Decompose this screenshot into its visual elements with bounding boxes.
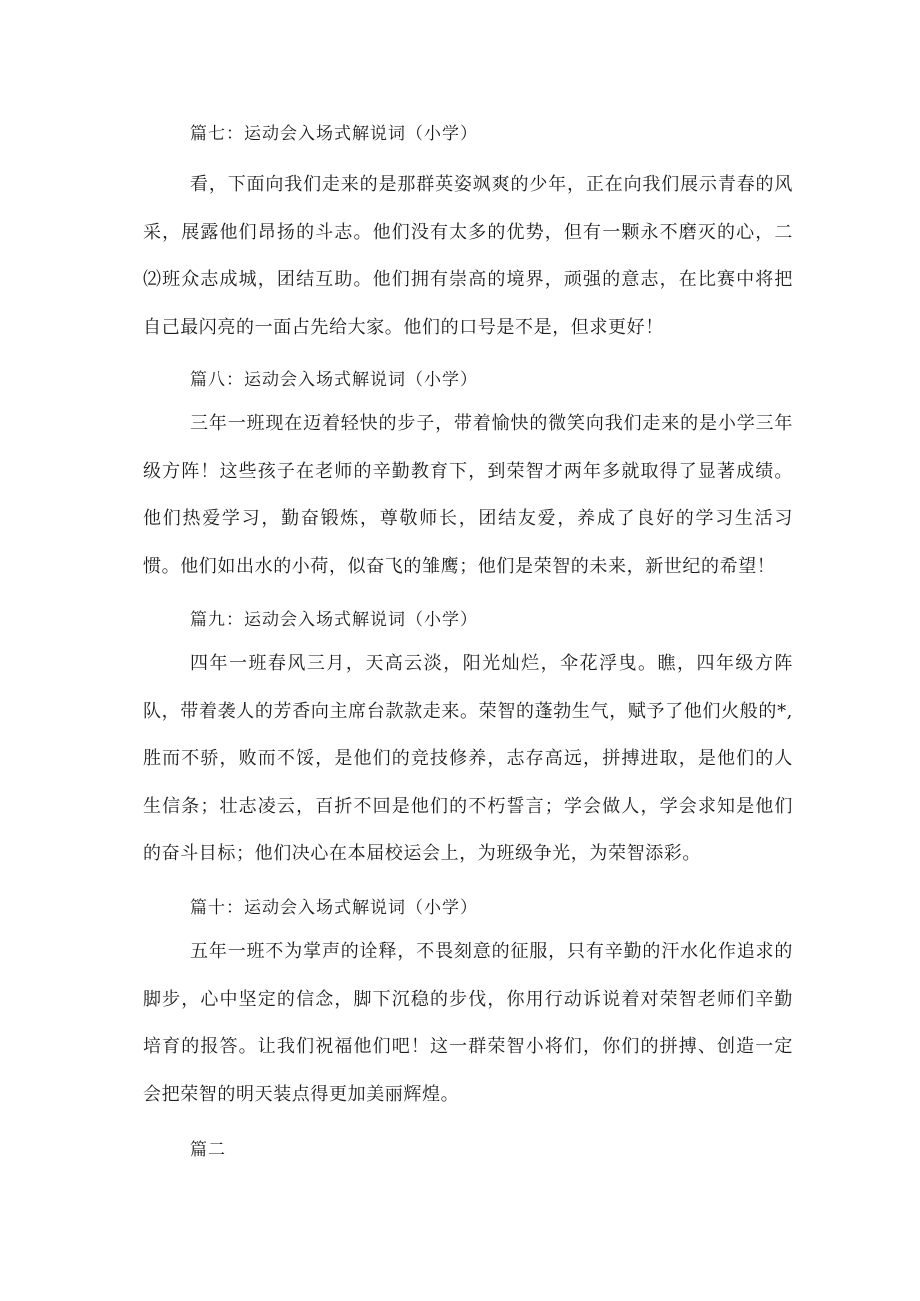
section-body-7: 看，下面向我们走来的是那群英姿飒爽的少年，正在向我们展示青春的风采，展露他们昂扬的斗志。他们没有太多的优势，但有一颗永不磨灭的心，二⑵班众志成城，团结互助。他们拥有崇高的境界，顽强的意志，在比赛中将把自己最闪亮的一面占先给大家。他们的口号是不是，但求更好！ — [143, 174, 793, 338]
section-heading-9: 篇九：运动会入场式解说词（小学） — [190, 610, 478, 630]
section-heading-2: 篇二 — [190, 1140, 226, 1160]
section-body-10: 五年一班不为掌声的诠释，不畏刻意的征服，只有辛勤的汗水化作追求的脚步，心中坚定的信念，脚下沉稳的步伐，你用行动诉说着对荣智老师们辛勤培育的报答。让我们祝福他们吧！这一群荣智小将们，你们的拼搏、创造一定会把荣智的明天装点得更加美丽辉煌。 — [143, 941, 793, 1105]
section-body-9: 四年一班春风三月，天高云淡，阳光灿烂，伞花浮曳。瞧，四年级方阵队，带着袭人的芳香向主席台款款走来。荣智的蓬勃生气，赋予了他们火般的*,胜而不骄，败而不馁，是他们的竞技修养，志存高远，拼搏进取，是他们的人生信条；壮志凌云，百折不回是他们的不朽誓言；学会做人，学会求知是他们的奋斗目标；他们决心在本届校运会上，为班级争光，为荣智添彩。 — [143, 653, 793, 865]
section-heading-7: 篇七：运动会入场式解说词（小学） — [190, 124, 478, 144]
section-heading-8: 篇八：运动会入场式解说词（小学） — [190, 370, 478, 390]
section-body-8: 三年一班现在迈着轻快的步子，带着愉快的微笑向我们走来的是小学三年级方阵！这些孩子在老师的辛勤教育下，到荣智才两年多就取得了显著成绩。他们热爱学习，勤奋锻炼，尊敬师长，团结友爱，养成了良好的学习生活习惯。他们如出水的小荷，似奋飞的雏鹰；他们是荣智的未来，新世纪的希望！ — [143, 413, 793, 577]
section-heading-10: 篇十：运动会入场式解说词（小学） — [190, 898, 478, 918]
